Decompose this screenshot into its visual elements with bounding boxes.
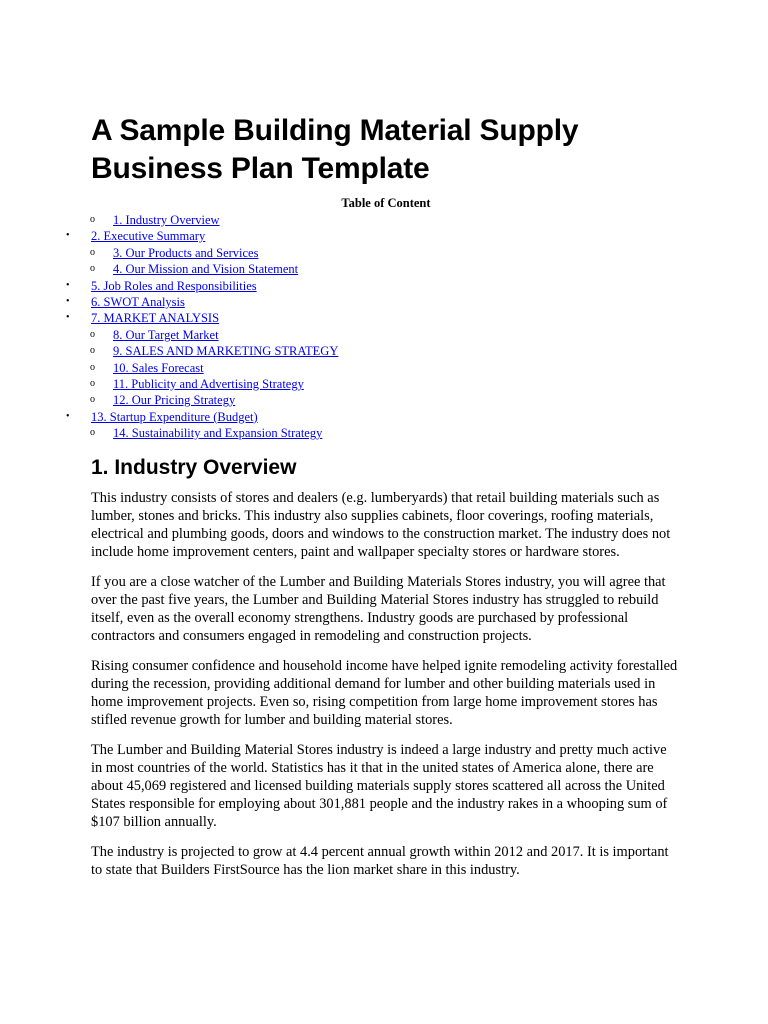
document-content (66, 112, 681, 891)
toc-item (0, 360, 768, 376)
circle-bullet-icon: o (90, 214, 95, 225)
section-heading: 1. Industry Overview (91, 456, 297, 480)
toc-item (0, 294, 768, 310)
toc-item (0, 278, 768, 294)
circle-bullet-icon: o (90, 427, 95, 439)
toc-item (0, 261, 768, 277)
toc-item (0, 228, 768, 244)
disc-bullet-icon: • (66, 410, 70, 422)
toc-item (0, 376, 768, 392)
body-paragraph: If you are a close watcher of the Lumber and Building Materials Stores industry, you will agree that over the past five years, the Lumber and Building Material Stores industry has struggled to rebuild itself, even as the overall economy strengthens. Industry goods are purchased by professional contractors and consumers engaged in remodeling and construction projects. (91, 574, 666, 645)
circle-bullet-icon: o (90, 394, 95, 406)
toc-link-products-services[interactable]: 3. Our Products and Services (113, 245, 259, 260)
toc-link-industry-overview[interactable]: 1. Industry Overview (113, 213, 220, 227)
document-title (91, 112, 681, 188)
document-title-line-1: A Sample Building Material Supply (91, 114, 579, 147)
toc-item (0, 245, 768, 261)
toc-link-target-market[interactable]: 8. Our Target Market (113, 327, 219, 342)
toc-item (0, 327, 768, 343)
toc-link-startup-expenditure[interactable]: 13. Startup Expenditure (Budget) (91, 409, 258, 424)
toc-item (0, 212, 768, 228)
body-paragraph: The industry is projected to grow at 4.4 percent annual growth within 2012 and 2017. It is important to state that Builders FirstSource has the lion market share in this industry. (91, 844, 669, 879)
circle-bullet-icon: o (90, 345, 95, 357)
toc-link-market-analysis[interactable]: 7. MARKET ANALYSIS (91, 311, 220, 326)
circle-bullet-icon: o (90, 377, 95, 389)
toc-heading: Table of Content (341, 196, 431, 210)
toc-item (0, 409, 768, 425)
toc-link-mission-vision[interactable]: 4. Our Mission and Vision Statement (113, 262, 299, 277)
toc-link-publicity-advertising[interactable]: 11. Publicity and Advertising Strategy (113, 376, 304, 391)
toc-item (0, 425, 768, 441)
toc-link-executive-summary[interactable]: 2. Executive Summary (91, 229, 206, 244)
disc-bullet-icon: • (66, 295, 70, 307)
table-of-contents (0, 212, 768, 441)
body-paragraph: Rising consumer confidence and household income have helped ignite remodeling activity forestalled during the recession, providing additional demand for lumber and other building materials used in home improvement projects. Even so, rising competition from large home improvement stores has stifled revenue growth for lumber and building material stores. (91, 658, 678, 729)
toc-link-sales-marketing[interactable]: 9. SALES AND MARKETING STRATEGY (113, 344, 339, 359)
toc-link-swot-analysis[interactable]: 6. SWOT Analysis (91, 294, 185, 309)
toc-link-pricing-strategy[interactable]: 12. Our Pricing Strategy (113, 393, 236, 408)
toc-link-sustainability-expansion[interactable]: 14. Sustainability and Expansion Strategy (113, 426, 323, 441)
toc-item (0, 310, 768, 326)
circle-bullet-icon: o (90, 263, 95, 275)
disc-bullet-icon: • (66, 279, 70, 291)
toc-link-sales-forecast[interactable]: 10. Sales Forecast (113, 360, 204, 375)
body-paragraph: The Lumber and Building Material Stores industry is indeed a large industry and pretty much active in most countries of the world. Statistics has it that in the united states of America alone, there are about 45,069 registered and licensed building materials supply stores scattered all across the United States responsible for employing about 301,881 people and the industry rakes in a whooping sum of $107 billion annually. (91, 742, 668, 831)
disc-bullet-icon: • (66, 312, 70, 324)
circle-bullet-icon: o (90, 328, 95, 340)
toc-item (0, 343, 768, 359)
circle-bullet-icon: o (90, 361, 95, 373)
document-title-line-2: Business Plan Template (91, 152, 430, 185)
disc-bullet-icon: • (66, 230, 70, 242)
toc-link-job-roles[interactable]: 5. Job Roles and Responsibilities (91, 278, 257, 293)
body-paragraph: This industry consists of stores and dealers (e.g. lumberyards) that retail building materials such as lumber, stones and bricks. This industry also supplies cabinets, floor coverings, roofing materials, electrical and plumbing goods, doors and windows to the construction market. The industry does not include home improvement centers, paint and wallpaper specialty stores or hardware stores. (91, 490, 671, 561)
circle-bullet-icon: o (90, 246, 95, 258)
toc-item (0, 392, 768, 408)
